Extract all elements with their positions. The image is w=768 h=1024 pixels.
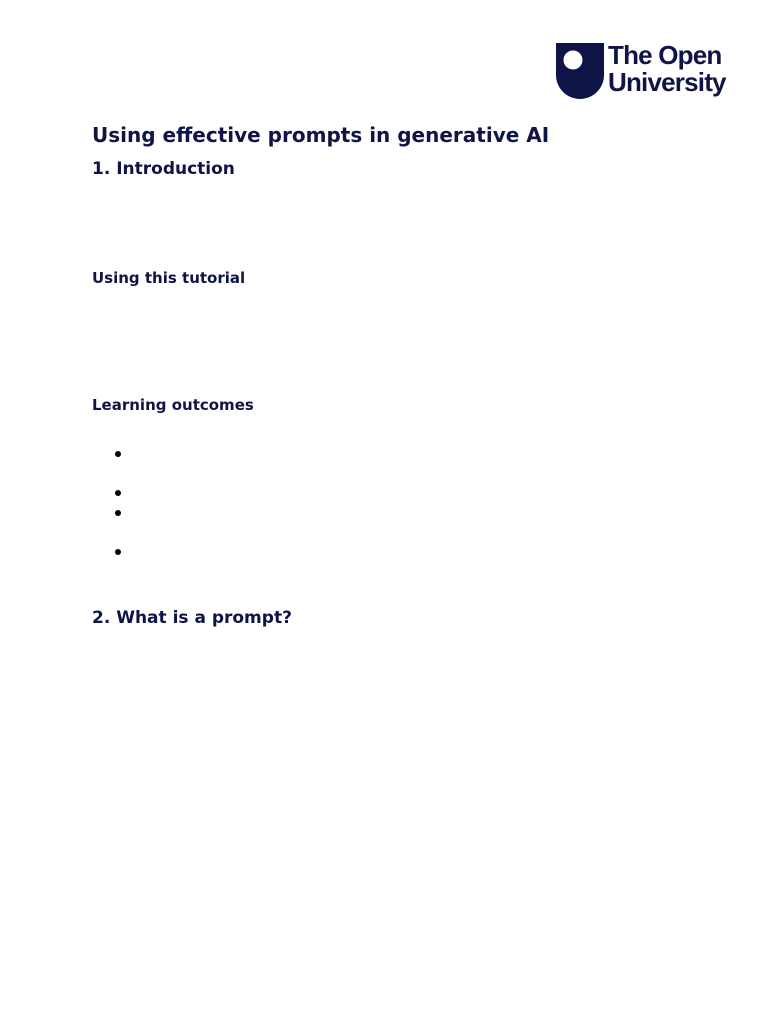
logo-line-2: University xyxy=(608,67,726,97)
subheading-using-this-tutorial: Using this tutorial xyxy=(92,269,246,287)
section-heading-what-is-a-prompt: 2. What is a prompt? xyxy=(92,608,292,628)
list-bullet xyxy=(115,490,121,496)
list-bullet xyxy=(115,549,121,555)
logo-wordmark xyxy=(608,42,726,96)
list-bullet xyxy=(115,451,121,457)
open-university-logo xyxy=(556,42,732,100)
logo-line-1: The Open xyxy=(608,40,722,70)
subheading-learning-outcomes: Learning outcomes xyxy=(92,396,254,414)
list-bullet xyxy=(115,510,121,516)
open-university-shield-icon xyxy=(556,43,604,99)
document-title: Using effective prompts in generative AI xyxy=(92,123,550,147)
section-heading-introduction: 1. Introduction xyxy=(92,159,235,179)
